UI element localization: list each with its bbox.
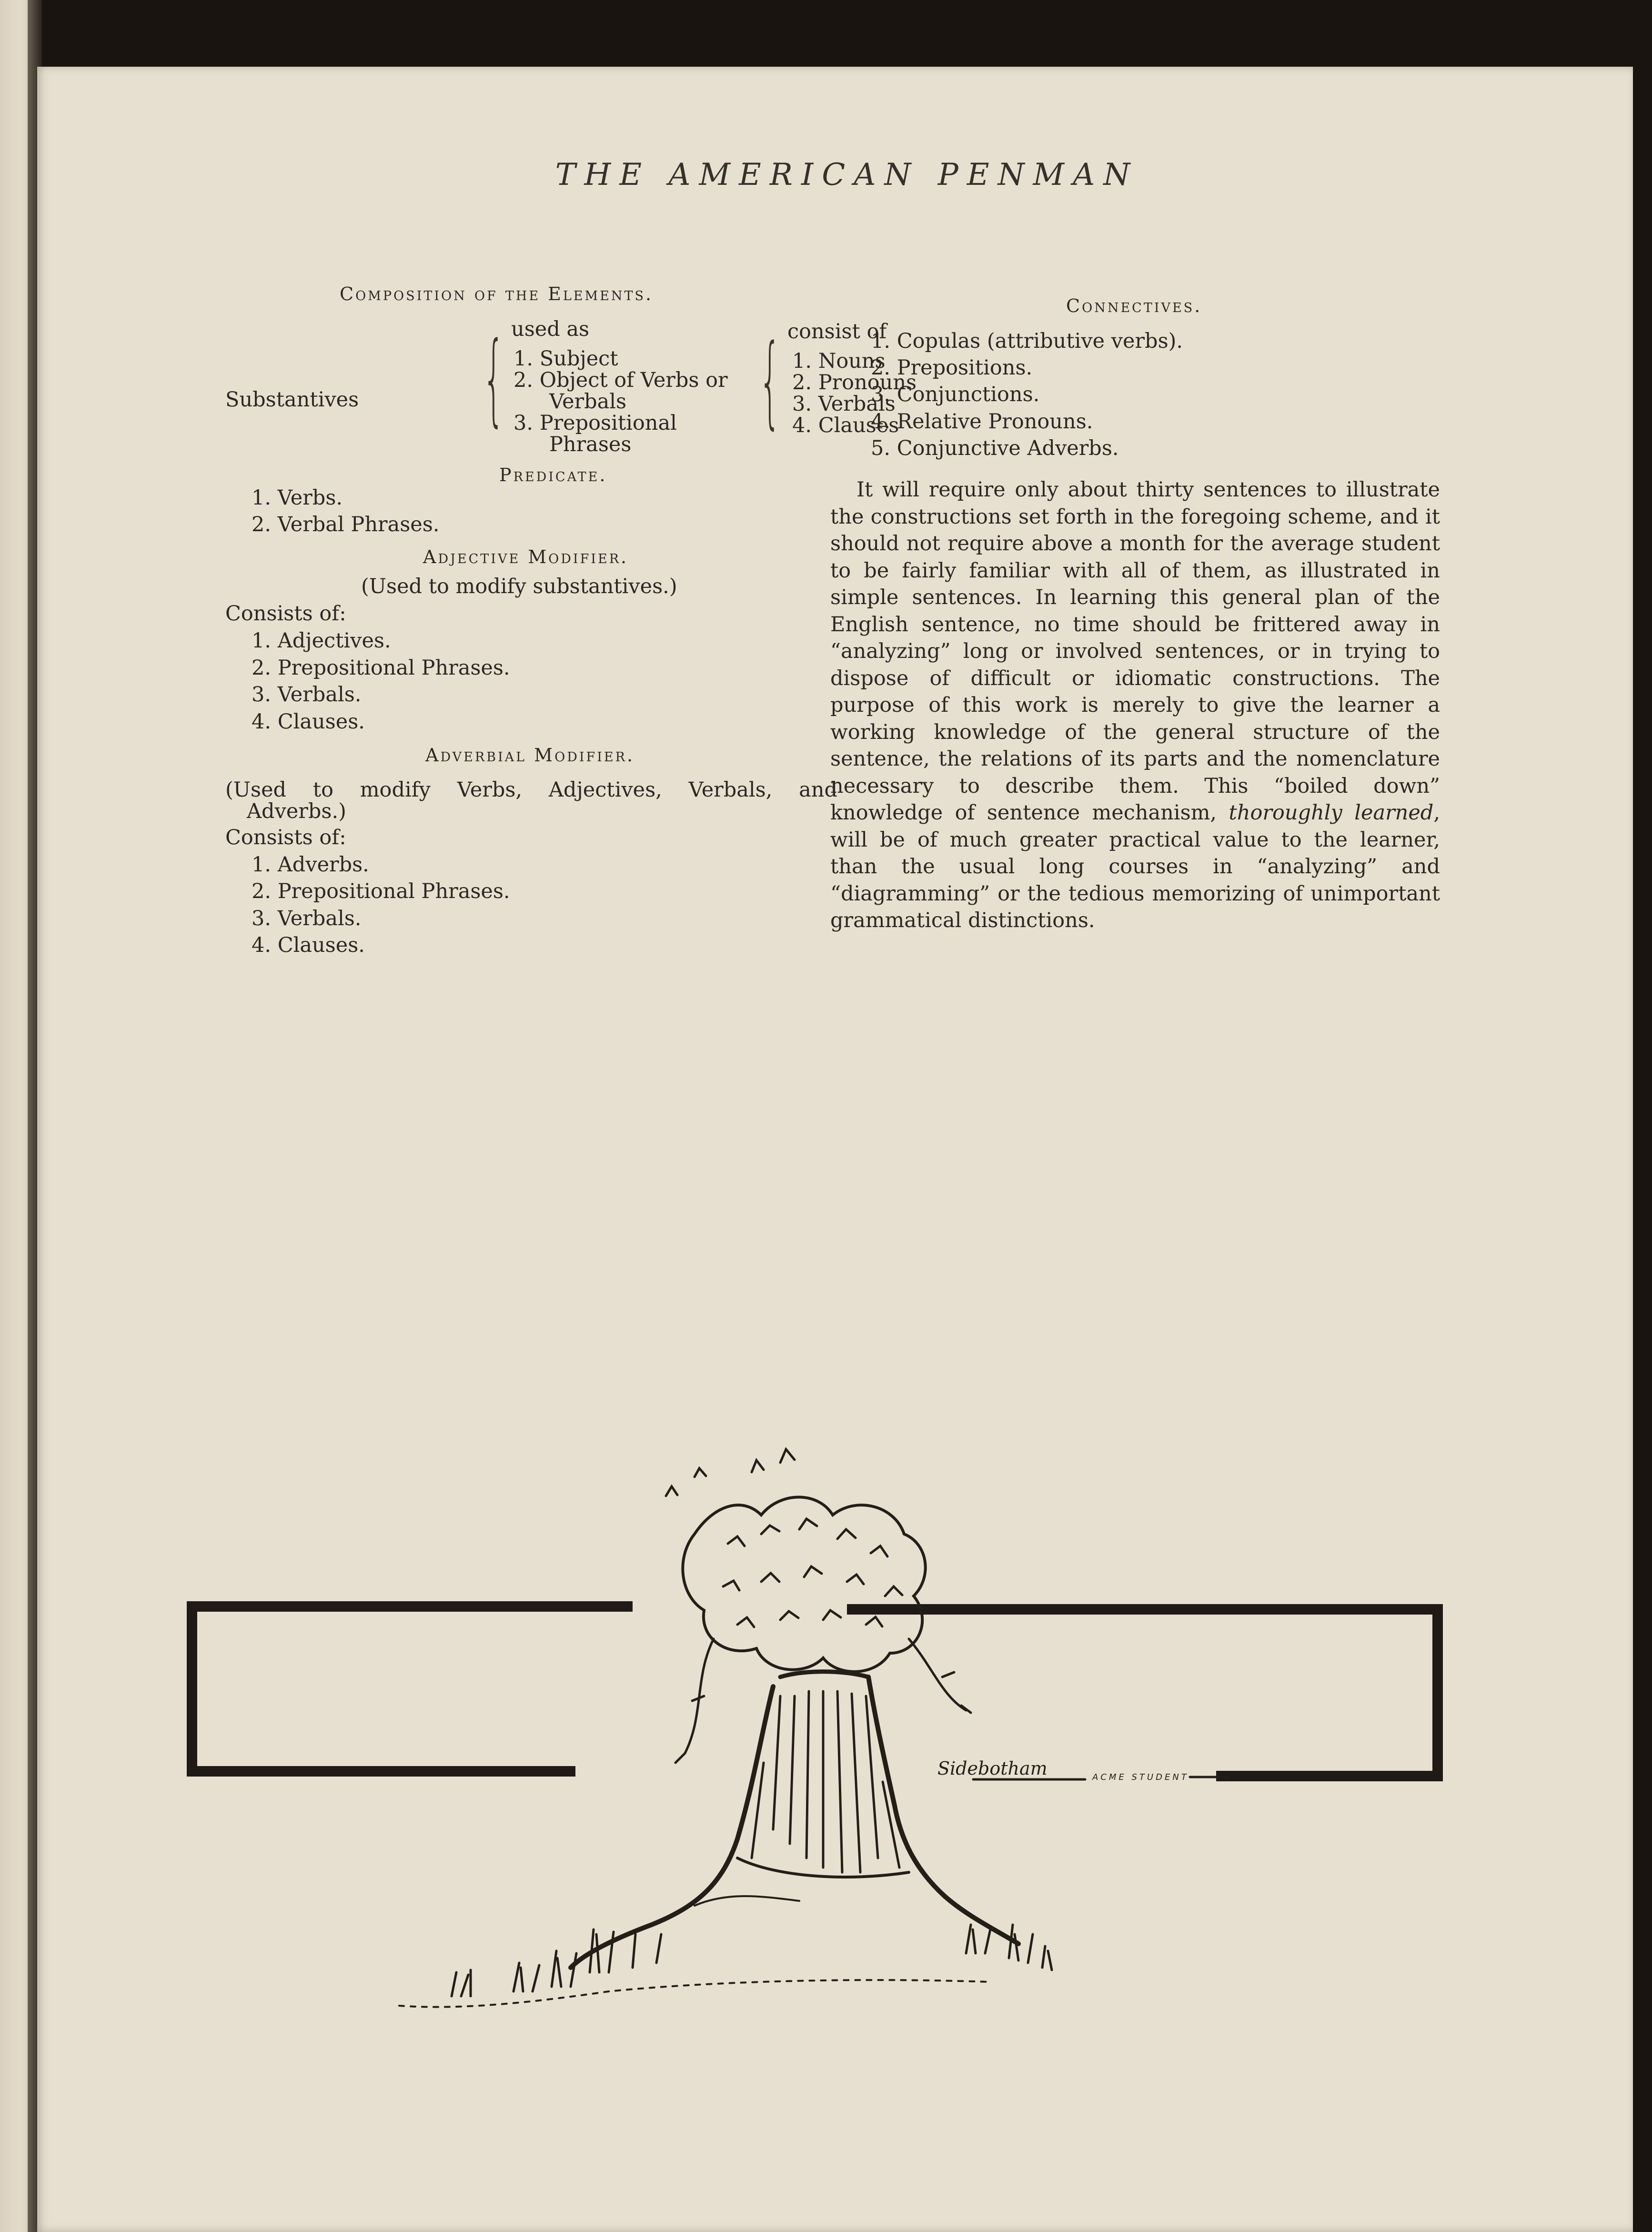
- adverbial-item: 2. Prepositional Phrases.: [252, 879, 510, 903]
- right-brace: {: [759, 323, 781, 439]
- consist-of-item: 3. Verbals: [792, 392, 896, 416]
- adverbial-consists: Consists of:: [225, 826, 346, 849]
- adverbial-use-line1: (Used to modify Verbs, Adjectives, Verbals, and: [225, 778, 837, 802]
- paragraph-text-end: , will be of much greater practical value to the learner, than the usual long courses in “analyzing” and “diagramming” or the tedious memorizing of unimportant grammatical distinctions.: [830, 801, 1440, 932]
- adjective-item: 3. Verbals.: [252, 683, 362, 707]
- used-as-item: 3. Prepositional: [514, 411, 677, 435]
- artist-credit: ACME STUDENT: [1092, 1772, 1189, 1782]
- consist-of-item: 1. Nouns: [792, 349, 886, 373]
- tree-stump-drawing: [399, 1449, 1228, 2007]
- used-as-item: Verbals: [549, 390, 627, 414]
- paragraph-emphasis: thoroughly learned: [1229, 801, 1434, 825]
- stump-banner-illustration: [37, 67, 1633, 2232]
- adjective-item: 1. Adjectives.: [252, 629, 391, 653]
- adjective-item: 2. Prepositional Phrases.: [252, 656, 510, 680]
- used-as-item: 1. Subject: [514, 347, 618, 371]
- adverbial-item: 1. Adverbs.: [252, 853, 369, 877]
- predicate-heading: Predicate.: [499, 465, 607, 485]
- consist-of-item: 4. Clauses: [792, 414, 899, 437]
- adjective-heading: Adjective Modifier.: [423, 546, 629, 567]
- predicate-item: 2. Verbal Phrases.: [252, 513, 440, 536]
- adverbial-item: 4. Clauses.: [252, 933, 365, 957]
- connectives-item: 4. Relative Pronouns.: [871, 410, 1093, 434]
- left-brace: {: [483, 320, 505, 437]
- connectives-item: 1. Copulas (attributive verbs).: [871, 329, 1183, 353]
- adverbial-item: 3. Verbals.: [252, 907, 362, 930]
- composition-heading: Composition of the Elements.: [340, 283, 654, 304]
- predicate-item: 1. Verbs.: [252, 486, 343, 510]
- used-as-item: 2. Object of Verbs or: [514, 368, 728, 392]
- banner-frame: [192, 1606, 1438, 1776]
- adverbial-use-line2: Adverbs.): [247, 799, 346, 823]
- used-as-label: used as: [511, 317, 590, 341]
- connectives-heading: Connectives.: [1066, 295, 1202, 316]
- running-head: THE AMERICAN PENMAN: [555, 157, 1139, 192]
- adjective-use: (Used to modify substantives.): [361, 575, 677, 598]
- consist-of-item: 2. Pronouns: [792, 371, 917, 394]
- connectives-item: 2. Prepositions.: [871, 356, 1033, 380]
- used-as-item: Phrases: [549, 433, 632, 456]
- paragraph-text: It will require only about thirty sentences to illustrate the constructions set forth in the foregoing scheme, and it should not require above a month for the average student to be fairly familiar with all of them, as illustrated in simple sentences. In learning this general plan of the English sentence, no time should be frittered away in “analyzing” long or involved sentences, or in trying to dispose of difficult or idiomatic constructions. The purpose of this work is merely to give the learner a working knowledge of the general structure of the sentence, the relations of its parts and the nomenclature necessary to describe them. This “boiled down” knowledge of sentence mechanism,: [830, 478, 1440, 825]
- adjective-consists: Consists of:: [225, 602, 346, 626]
- consist-of-label: consist of: [787, 320, 887, 343]
- connectives-item: 5. Conjunctive Adverbs.: [871, 436, 1119, 460]
- connectives-item: 3. Conjunctions.: [871, 383, 1040, 406]
- page: [37, 67, 1633, 2232]
- adjective-item: 4. Clauses.: [252, 710, 365, 734]
- substantives-label: Substantives: [225, 388, 359, 412]
- artist-signature: Sidebotham: [937, 1758, 1048, 1779]
- adverbial-heading: Adverbial Modifier.: [425, 745, 635, 766]
